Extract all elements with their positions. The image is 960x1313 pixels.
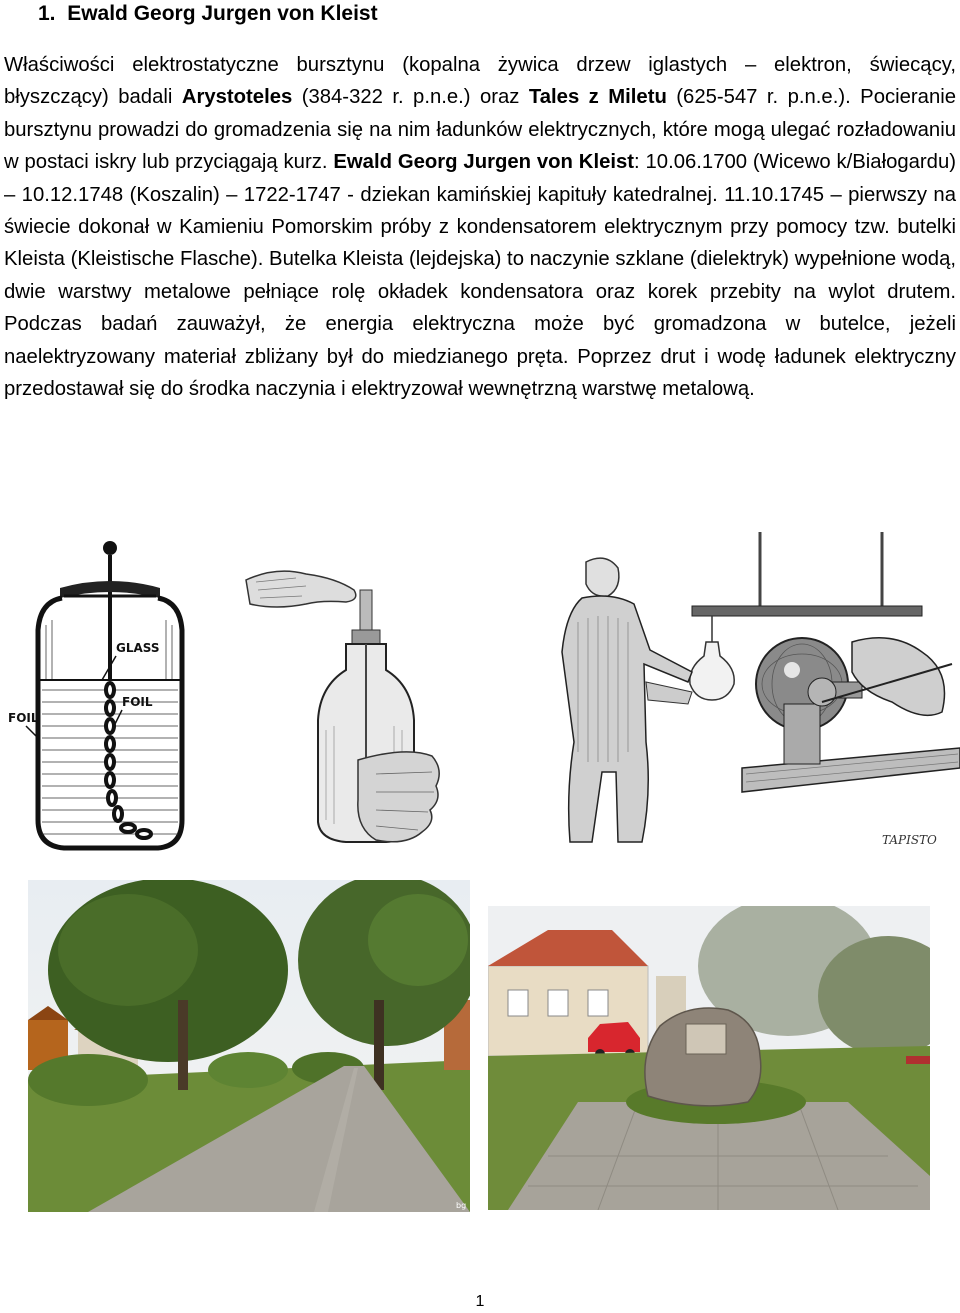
bold-name-tales: Tales z Miletu [528,86,667,109]
photo-watermark: bg [456,1201,467,1210]
page-number: 1 [475,1293,485,1310]
hand-bottle-engraving [236,560,448,860]
village-road-photo [28,880,470,1212]
engraving-signature: TAPISTO [882,833,937,847]
electrostatic-experiment-engraving [522,532,960,858]
text-run: (625-547 r. p.n.e.). Pocieranie bursztynu prowadzi do gromadzenia się na nim ładunków elektrycznych, które mogą ulegać rozładowaniu w postaci iskry lub przyciągają kurz. [4,86,957,174]
section-title: Ewald Georg Jurgen von Kleist [67,2,378,25]
text-run: Właściwości elektrostatyczne bursztynu (kopalna żywica drzew iglastych – elektron, świecący, błyszczący) badali [4,54,956,109]
label-foil-inner: FOIL [122,695,153,709]
label-glass: GLASS [116,641,160,655]
leyden-jar-diagram [2,530,210,860]
memorial-stone-photo [488,906,930,1210]
text-run: (384-322 r. p.n.e.) oraz [292,86,529,109]
section-number: 1. [38,2,56,25]
bold-name-arystoteles: Arystoteles [181,86,293,109]
label-foil-outer: FOIL [8,711,39,725]
bold-name-kleist: Ewald Georg Jurgen von Kleist [333,151,635,174]
main-paragraph [4,49,956,405]
text-run: : 10.06.1700 (Wicewo k/Białogardu) – 10.12.1748 (Koszalin) – 1722-1747 - dziekan kamińskiej kapituły katedralnej. 11.10.1745 – pierwszy na świecie dokonał w Kamieniu Pomorskim próby z kondensatorem elektrycznym przy pomocy tzw. butelki Kleista (Kleistische Flasche). Butelka Kleista (lejdejska) to naczynie szklane (dielektryk) wypełnione wodą, dwie warstwy metalowe pełniące rolę okładek kondensatora oraz korek przebity na wylot drutem. Podczas badań zauważył, że energia elektryczna może być gromadzona w butelce, jeżeli naelektryzowany materiał zbliżany był do miedzianego pręta. Poprzez drut i wodę ładunek elektryczny przedostawał się do środka naczynia i elektryzował wewnętrzną warstwę metalową. [4,151,956,401]
section-heading [38,0,378,28]
